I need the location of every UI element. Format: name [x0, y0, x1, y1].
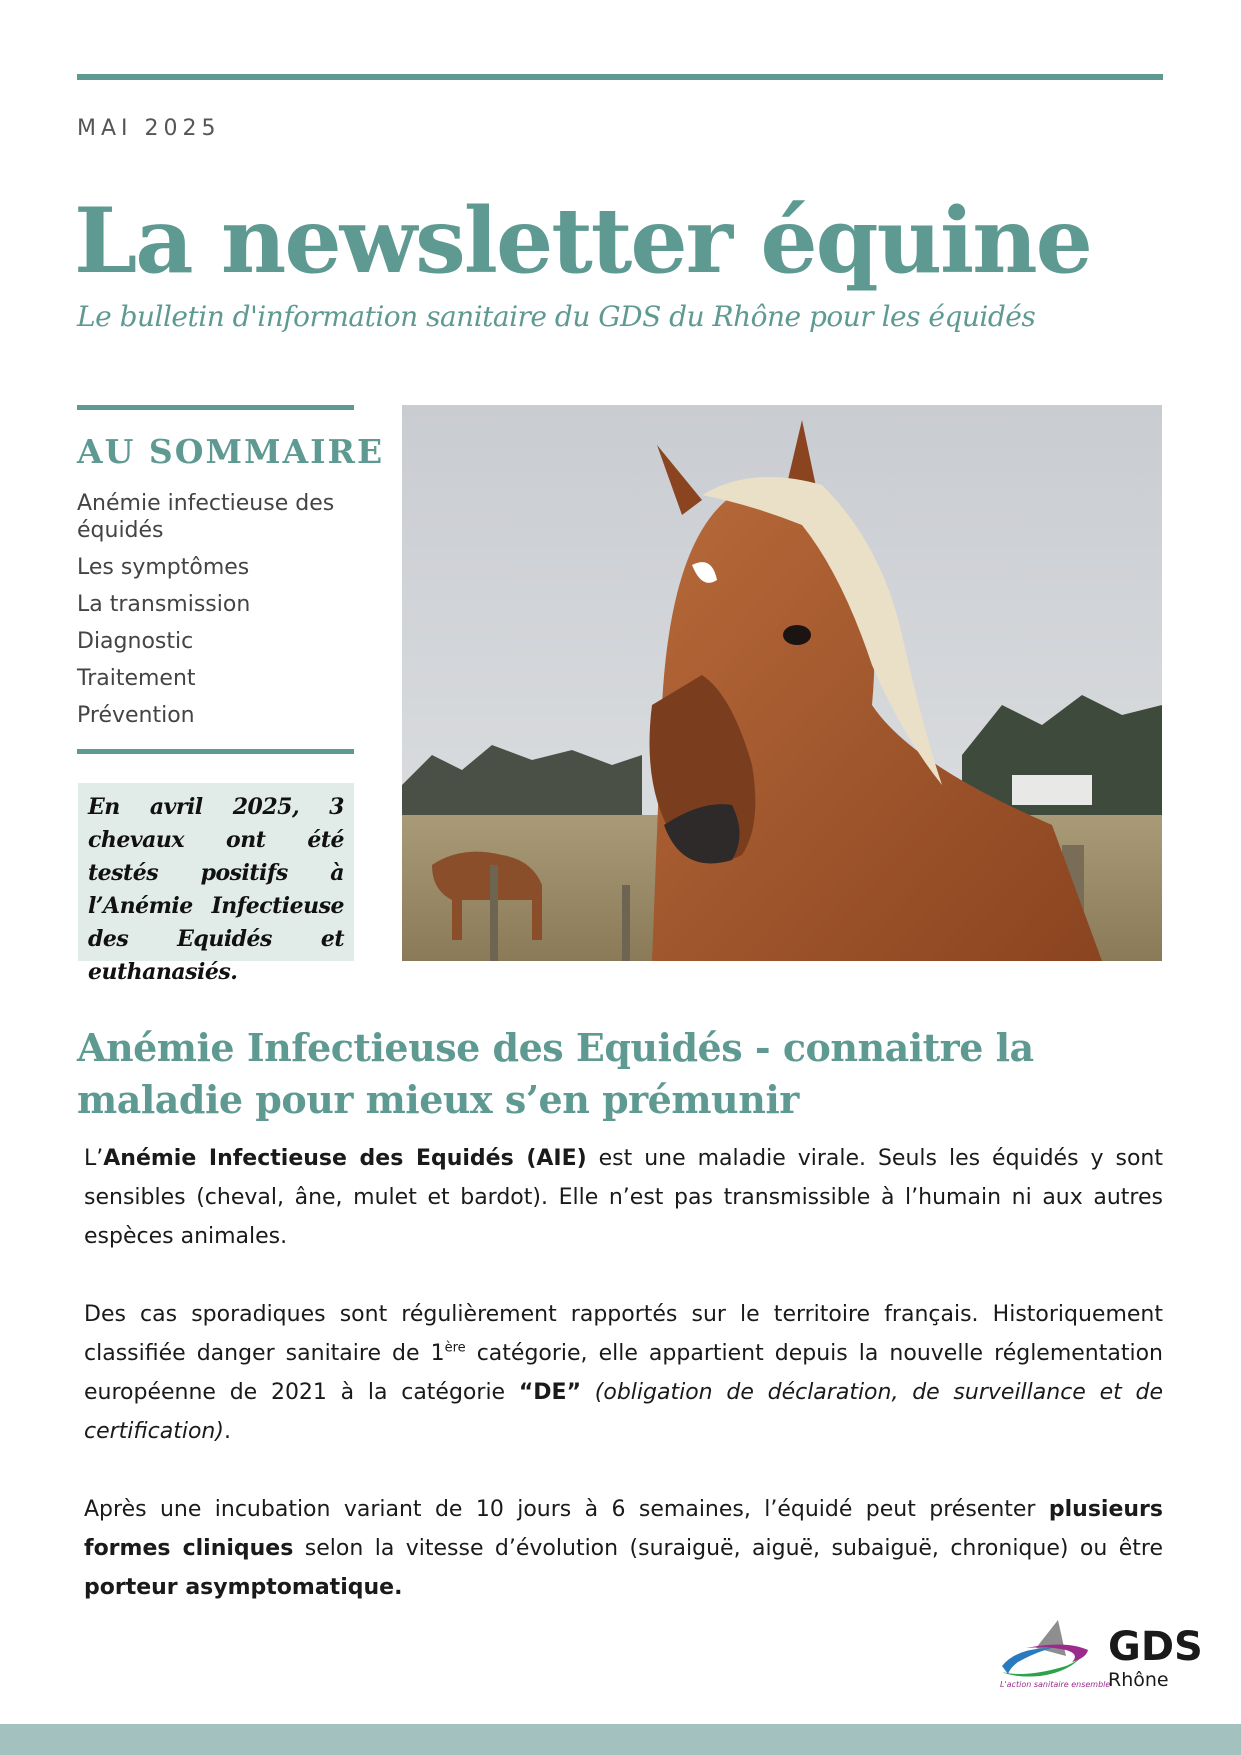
p2-text-b: catégorie, elle appartient depuis la nouvelle réglementation européenne de 2021 à la catégorie — [84, 1341, 1164, 1405]
p1-text-a: L’ — [84, 1146, 104, 1171]
p1-text-c: est une maladie virale. Seuls les équidés y sont sensibles (cheval, âne, mulet et bardot). Elle n’est pas transmissible à l’humain ni aux autres espèces animales. — [84, 1146, 1163, 1249]
sommaire-item-diagnostic[interactable]: Diagnostic — [77, 629, 194, 654]
sommaire-item-prevention[interactable]: Prévention — [77, 703, 195, 728]
logo-text-gds: GDS — [1108, 1624, 1203, 1670]
p3-text-a: Après une incubation variant de 10 jours à 6 semaines, l’équidé peut présenter — [84, 1497, 1049, 1522]
sommaire-list — [77, 490, 357, 739]
p1-bold-aie: Anémie Infectieuse des Equidés (AIE) — [103, 1146, 587, 1171]
newsletter-subtitle: Le bulletin d'information sanitaire du GDS du Rhône pour les équidés — [77, 300, 1036, 333]
p2-superscript: ère — [444, 1340, 466, 1356]
sommaire-top-rule — [77, 405, 354, 410]
callout-box — [78, 783, 354, 985]
article-paragraph-3 — [84, 1490, 1163, 1607]
horse-photo-icon — [402, 405, 1162, 961]
sommaire-item-anemie[interactable]: Anémie infectieuse des équidés — [77, 491, 335, 543]
p2-italic-obligation: (obligation de déclaration, de surveillance et de certification) — [84, 1380, 1163, 1444]
callout-text: En avril 2025, 3 chevaux ont été testés positifs à l’Anémie Infectieuse des Equidés et euthanasiés. — [88, 794, 344, 985]
newsletter-title: La newsletter équine — [74, 188, 1091, 294]
horse-photo — [402, 405, 1162, 961]
top-rule — [77, 74, 1163, 80]
logo-tagline: L'action sanitaire ensemble — [1000, 1680, 1111, 1689]
p3-text-c: selon la vitesse d’évolution (suraiguë, aiguë, subaiguë, chronique) ou être — [293, 1536, 1163, 1561]
sommaire-item-traitement[interactable]: Traitement — [77, 666, 196, 691]
sommaire-item-transmission[interactable]: La transmission — [77, 592, 251, 617]
sommaire-item-symptomes[interactable]: Les symptômes — [77, 555, 250, 580]
p2-text-f: . — [223, 1419, 231, 1444]
logo-text-rhone: Rhône — [1108, 1669, 1169, 1691]
article-paragraph-1 — [84, 1139, 1163, 1256]
p2-text-d — [581, 1380, 595, 1405]
gds-logo-icon — [996, 1614, 1206, 1694]
issue-date: MAI 2025 — [77, 116, 221, 141]
p3-bold-porteur: porteur asymptomatique. — [84, 1575, 403, 1600]
gds-logo — [996, 1614, 1206, 1694]
article-paragraph-2 — [84, 1295, 1163, 1451]
article-title: Anémie Infectieuse des Equidés - connaitre la maladie pour mieux s’en prémunir — [77, 1025, 1034, 1122]
sommaire-title: AU SOMMAIRE — [77, 432, 385, 471]
sommaire-bottom-rule — [77, 749, 354, 754]
p2-bold-de: “DE” — [518, 1380, 582, 1405]
p2-text-a: Des cas sporadiques sont régulièrement rapportés sur le territoire français. Historiquement classifiée danger sanitaire de 1 — [84, 1302, 1163, 1366]
p3-bold-formes: plusieurs formes cliniques — [84, 1497, 1163, 1561]
bottom-band — [0, 1724, 1241, 1755]
